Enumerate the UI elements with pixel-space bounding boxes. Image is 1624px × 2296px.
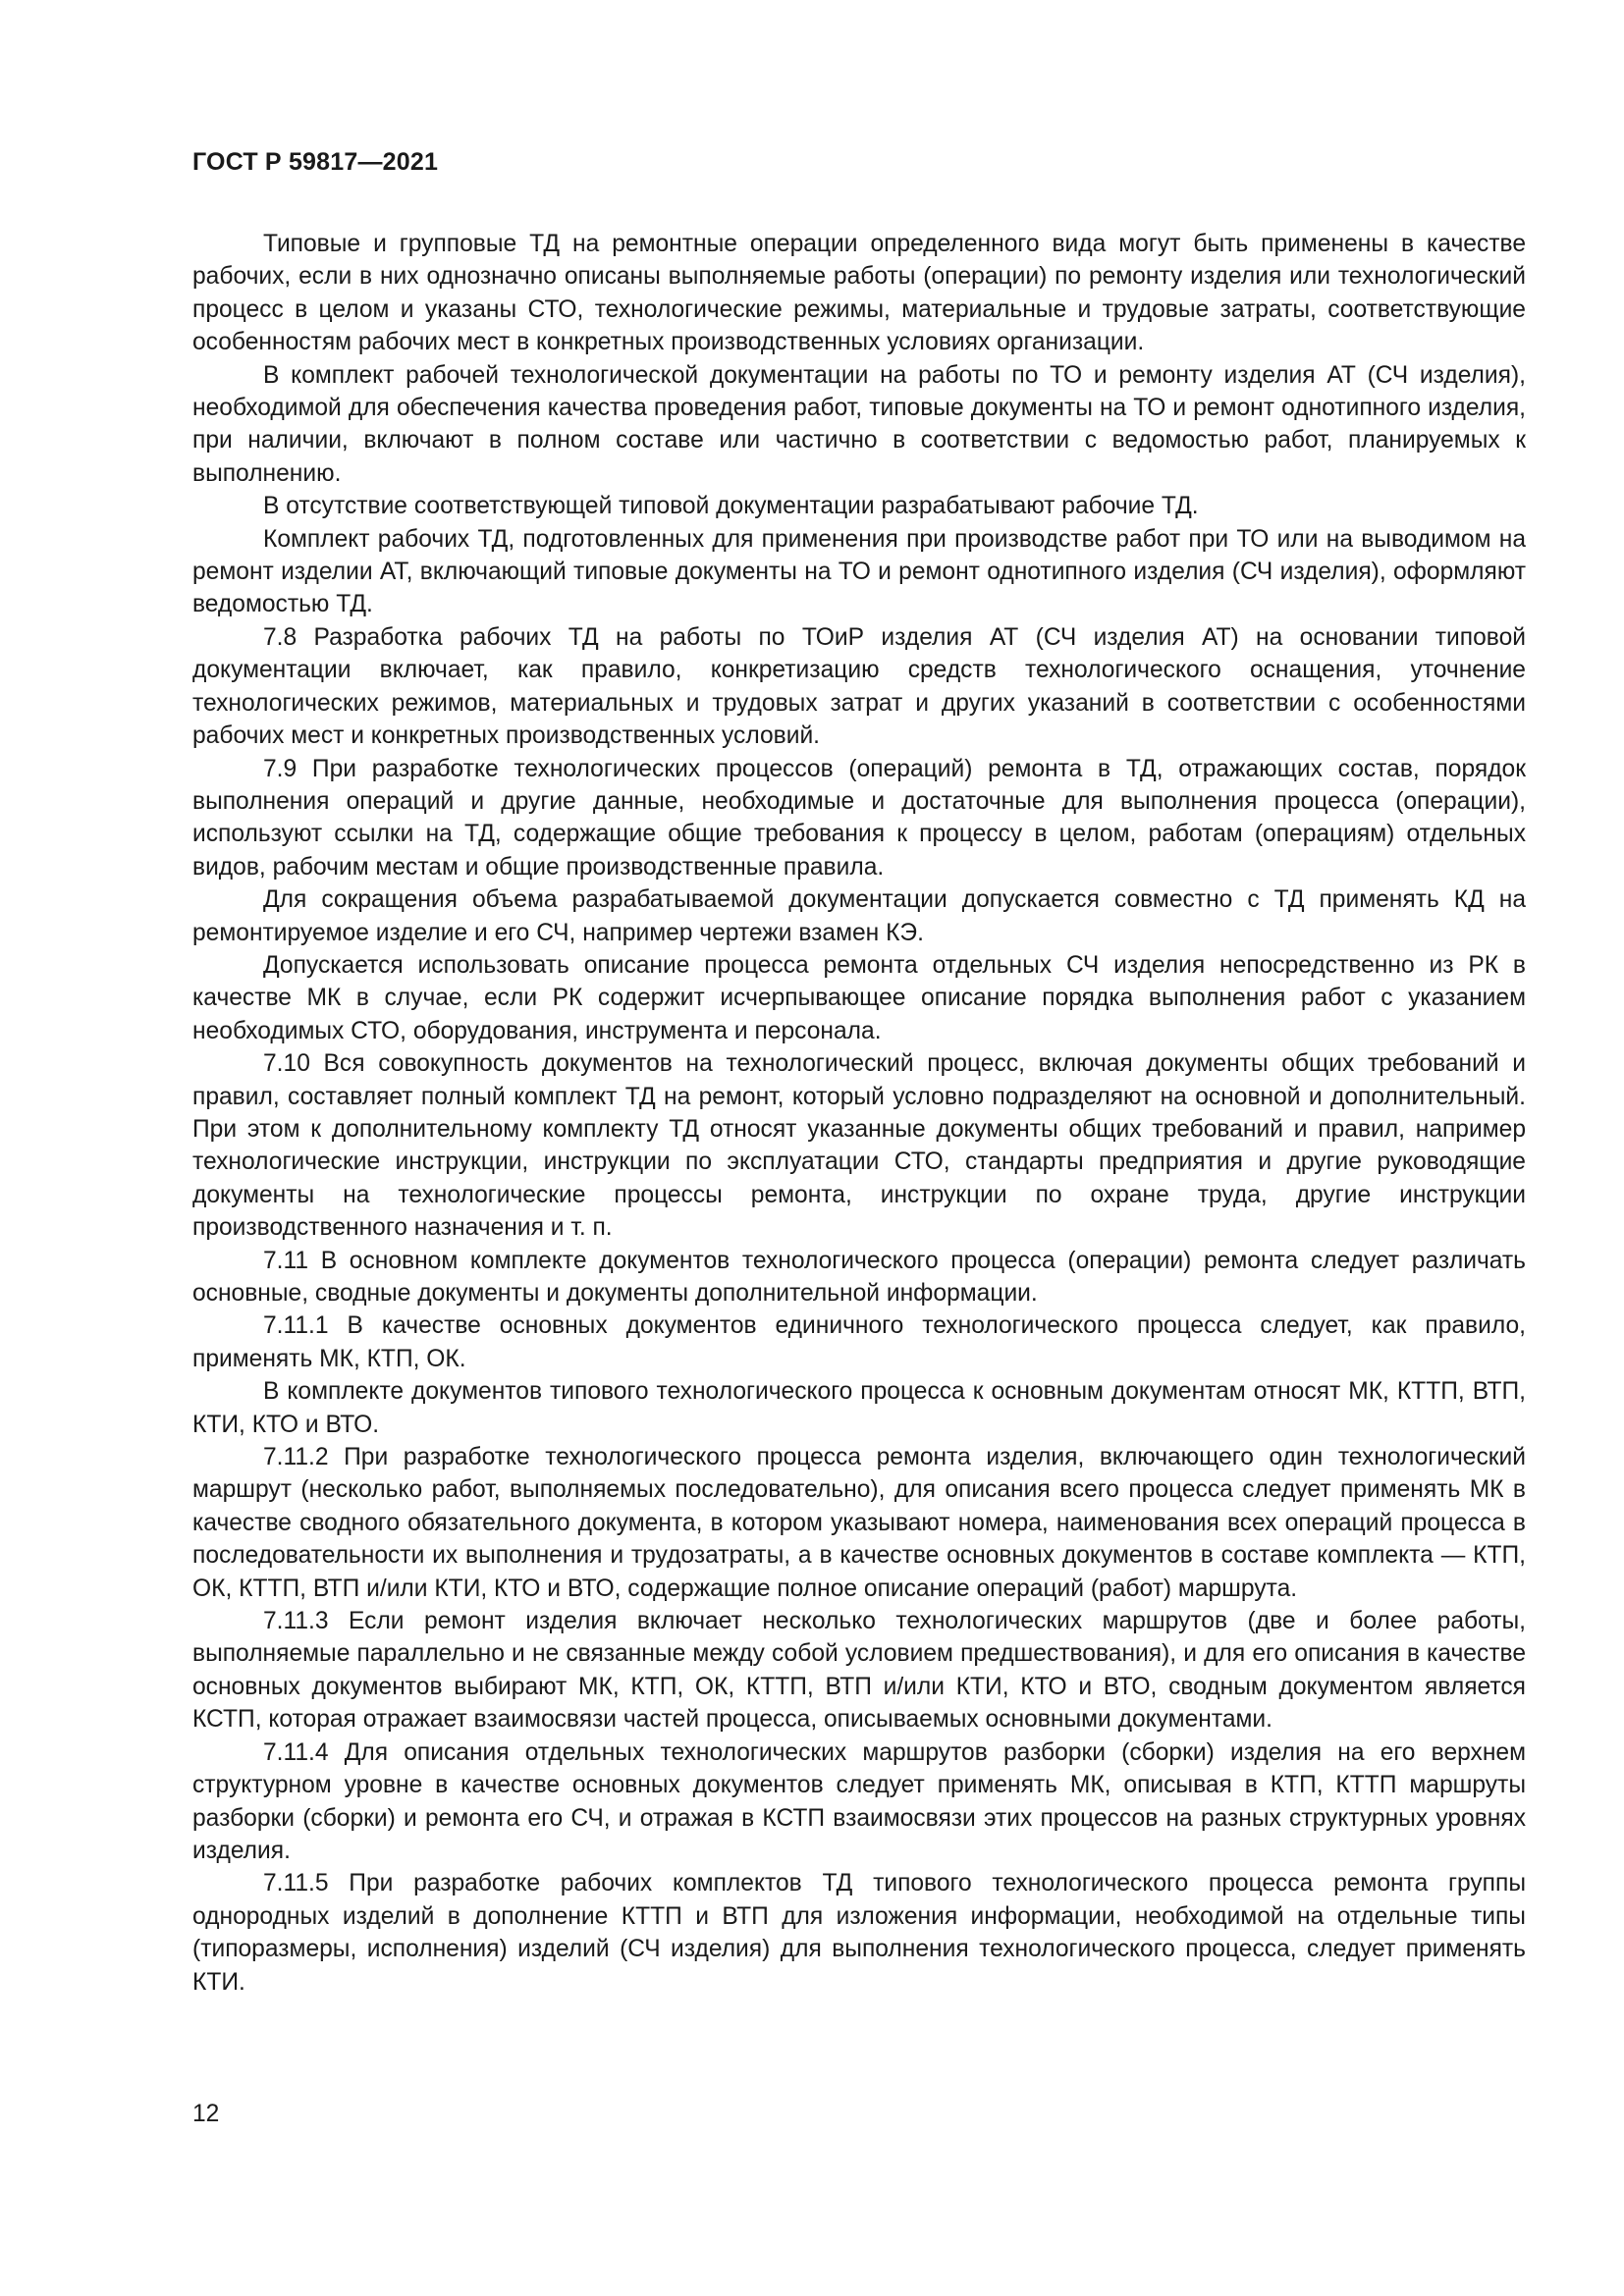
document-page [192,147,1526,1999]
paragraph-rk-as-mk: Допускается использовать описание процесса ремонта отдельных СЧ изделия непосредственно из РК в качестве МК в случае, если РК содержит исчерпывающее описание порядка выполнения работ с указанием необходимых СТО, оборудования, инструмента и персонала. [192,951,1526,1044]
paragraph-working-documentation-set: В комплект рабочей технологической документации на работы по ТО и ремонту изделия АТ (СЧ изделия), необходимой для обеспечения качества проведения работ, типовые документы на ТО и ремонт однотипного изделия, при наличии, включают в полном составе или частично в соответствии с ведомостью работ, планируемых к выполнению. [192,361,1526,487]
paragraph-7-11-5: 7.11.5 При разработке рабочих комплектов ТД типового технологического процесса ремонта группы однородных изделий в дополнение КТТП и ВТП для изложения информации, необходимой на отдельные типы (типоразмеры, исполнения) изделий (СЧ изделия) для выполнения технологического процесса, следует применять КТИ. [192,1870,1526,1996]
body-text [192,228,1526,1999]
paragraph-no-typical-documentation: В отсутствие соответствующей типовой документации разрабатывают рабочие ТД. [263,493,1199,520]
document-code-header: ГОСТ Р 59817—2021 [192,148,439,176]
paragraph-7-9: 7.9 При разработке технологических процессов (операций) ремонта в ТД, отражающих состав, порядок выполнения операций и другие данные, необходимые и достаточные для выполнения процесса (операции), используют ссылки на ТД, содержащие общие требования к процессу в целом, работам (операциям) отдельных видов, рабочим местам и общие производственные правила. [192,755,1526,881]
paragraph-7-10: 7.10 Вся совокупность документов на технологический процесс, включая документы общих требований и правил, составляет полный комплект ТД на ремонт, который условно подразделяют на основной и дополнительный. При этом к дополнительному комплекту ТД относят указанные документы общих требований и правил, например технологические инструкции, инструкции по эксплуатации СТО, стандарты предприятия и другие руководящие документы на технологические процессы ремонта, инструкции по охране труда, другие инструкции производственного назначения и т. п. [192,1050,1526,1242]
paragraph-7-11-3: 7.11.3 Если ремонт изделия включает несколько технологических маршрутов (две и более работы, выполняемые параллельно и не связанные между собой условием предшествования), и для его описания в качестве основных документов выбирают МК, КТП, ОК, КТТП, ВТП и/или КТИ, КТО и ВТО, сводным документом является КСТП, которая отражает взаимосвязи частей процесса, описываемых основными документами. [192,1608,1526,1734]
paragraph-typical-group-td: Типовые и групповые ТД на ремонтные операции определенного вида могут быть применены в качестве рабочих, если в них однозначно описаны выполняемые работы (операции) по ремонту изделия или технологический процесс в целом и указаны СТО, технологические режимы, материальные и трудовые затраты, соответствующие особенностям рабочих мест в конкретных производственных условиях организации. [192,231,1526,356]
paragraph-kd-usage: Для сокращения объема разрабатываемой документации допускается совместно с ТД применять КД на ремонтируемое изделие и его СЧ, например чертежи взамен КЭ. [192,886,1526,946]
paragraph-7-11-2: 7.11.2 При разработке технологического процесса ремонта изделия, включающего один технологический маршрут (несколько работ, выполняемых последовательно), для описания всего процесса следует применять МК в качестве сводного обязательного документа, в котором указывают номера, наименования всех операций процесса в последовательности их выполнения и трудозатраты, а в качестве основных документов в составе комплекта — КТП, ОК, КТТП, ВТП и/или КТИ, КТО и ВТО, содержащие полное описание операций (работ) маршрута. [192,1444,1526,1602]
paragraph-7-8: 7.8 Разработка рабочих ТД на работы по ТОиР изделия АТ (СЧ изделия АТ) на основании типовой документации включает, как правило, конкретизацию средств технологического оснащения, уточнение технологических режимов, материальных и трудовых затрат и других указаний в соответствии с особенностями рабочих мест и конкретных производственных условий. [192,623,1526,750]
paragraph-typical-process-docs: В комплекте документов типового технологического процесса к основным документам относят МК, КТТП, ВТП, КТИ, КТО и ВТО. [192,1378,1526,1438]
paragraph-7-11-1: 7.11.1 В качестве основных документов единичного технологического процесса следует, как правило, применять МК, КТП, ОК. [192,1312,1526,1372]
paragraph-7-11: 7.11 В основном комплекте документов технологического процесса (операции) ремонта следует различать основные, сводные документы и документы дополнительной информации. [192,1247,1526,1307]
page-number: 12 [192,2101,220,2127]
paragraph-7-11-4: 7.11.4 Для описания отдельных технологических маршрутов разборки (сборки) изделия на его верхнем структурном уровне в качестве основных документов следует применять МК, описывая в КТП, КТТП маршруты разборки (сборки) и ремонта его СЧ, и отражая в КСТП взаимосвязи этих процессов на разных структурных уровнях изделия. [192,1738,1526,1864]
paragraph-td-set-statement: Комплект рабочих ТД, подготовленных для применения при производстве работ при ТО или на выводимом на ремонт изделии АТ, включающий типовые документы на ТО и ремонт однотипного изделия (СЧ изделия), оформляют ведомостью ТД. [192,525,1526,618]
